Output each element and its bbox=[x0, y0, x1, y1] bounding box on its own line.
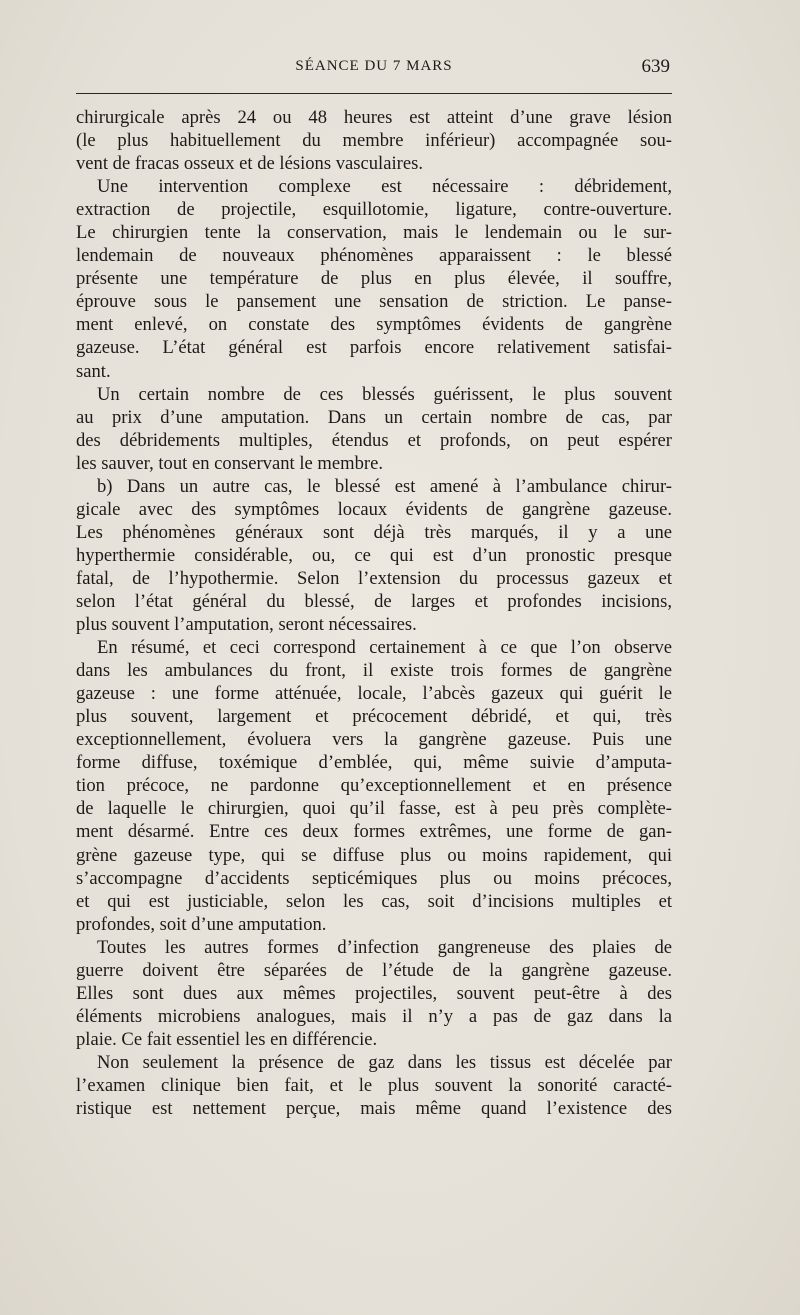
text-line: éléments microbiens analogues, mais il n’y a pas de gaz dans la bbox=[76, 1005, 672, 1027]
text-line: Elles sont dues aux mêmes projectiles, souvent peut-être à des bbox=[76, 982, 672, 1004]
text-line: vent de fracas osseux et de lésions vasculaires. bbox=[76, 153, 423, 175]
text-line: b) Dans un autre cas, le blessé est amené à l’ambulance chirur- bbox=[97, 475, 672, 497]
running-header bbox=[76, 54, 672, 80]
text-line: hyperthermie considérable, ou, ce qui est d’un pronostic presque bbox=[76, 544, 672, 566]
text-line: chirurgicale après 24 ou 48 heures est atteint d’une grave lésion bbox=[76, 107, 672, 128]
text-line: lendemain de nouveaux phénomènes apparaissent : le blessé bbox=[76, 245, 672, 267]
body-text bbox=[76, 106, 672, 1120]
text-line: Toutes les autres formes d’infection gangreneuse des plaies de bbox=[97, 936, 672, 958]
text-line: plus souvent, largement et précocement débridé, et qui, très bbox=[76, 706, 672, 728]
text-line: gazeuse : une forme atténuée, locale, l’abcès gazeux qui guérit le bbox=[76, 683, 672, 705]
text-line: s’accompagne d’accidents septicémiques plus ou moins précoces, bbox=[76, 867, 672, 889]
text-line: grène gazeuse type, qui se diffuse plus ou moins rapidement, qui bbox=[76, 844, 672, 866]
text-line: et qui est justiciable, selon les cas, soit d’incisions multiples et bbox=[76, 890, 672, 912]
text-line: de laquelle le chirurgien, quoi qu’il fasse, est à peu près complète- bbox=[76, 798, 672, 820]
page-number: 639 bbox=[641, 56, 670, 77]
text-line: des débridements multiples, étendus et profonds, on peut espérer bbox=[76, 429, 672, 451]
text-line: gazeuse. L’état général est parfois encore relativement satisfai- bbox=[76, 337, 672, 359]
text-line: fatal, de l’hypothermie. Selon l’extension du processus gazeux et bbox=[76, 567, 672, 589]
text-line: dans les ambulances du front, il existe trois formes de gangrène bbox=[76, 660, 672, 682]
text-line: ment enlevé, on constate des symptômes évidents de gangrène bbox=[76, 314, 672, 336]
text-line: Le chirurgien tente la conservation, mais le lendemain ou le sur- bbox=[76, 222, 672, 244]
text-line: exceptionnellement, évoluera vers la gangrène gazeuse. Puis une bbox=[76, 729, 672, 751]
text-line: éprouve sous le pansement une sensation de striction. Le panse- bbox=[76, 291, 672, 313]
text-line: selon l’état général du blessé, de larges et profondes incisions, bbox=[76, 590, 672, 612]
text-line: Non seulement la présence de gaz dans les tissus est décelée par bbox=[97, 1051, 672, 1073]
text-line: Un certain nombre de ces blessés guérissent, le plus souvent bbox=[97, 383, 672, 405]
text-line: tion précoce, ne pardonne qu’exceptionnellement et en présence bbox=[76, 775, 672, 797]
text-line: Les phénomènes généraux sont déjà très marqués, il y a une bbox=[76, 521, 672, 543]
text-line: les sauver, tout en conservant le membre. bbox=[76, 452, 383, 474]
text-line: extraction de projectile, esquillotomie, ligature, contre-ouverture. bbox=[76, 199, 672, 221]
text-line: profondes, soit d’une amputation. bbox=[76, 913, 327, 935]
text-line: sant. bbox=[76, 360, 111, 382]
text-line: l’examen clinique bien fait, et le plus souvent la sonorité caracté- bbox=[76, 1074, 672, 1096]
running-title: SÉANCE DU 7 MARS bbox=[295, 58, 453, 74]
text-line: plus souvent l’amputation, seront nécessaires. bbox=[76, 614, 417, 636]
text-line: Une intervention complexe est nécessaire : débridement, bbox=[97, 176, 672, 198]
text-line: gicale avec des symptômes locaux évidents de gangrène gazeuse. bbox=[76, 498, 672, 520]
text-line: guerre doivent être séparées de l’étude de la gangrène gazeuse. bbox=[76, 959, 672, 981]
text-line: En résumé, et ceci correspond certainement à ce que l’on observe bbox=[97, 637, 672, 659]
text-line: au prix d’une amputation. Dans un certain nombre de cas, par bbox=[76, 406, 672, 428]
text-line: ment désarmé. Entre ces deux formes extrêmes, une forme de gan- bbox=[76, 821, 672, 843]
text-line: plaie. Ce fait essentiel les en différencie. bbox=[76, 1028, 378, 1050]
text-line: présente une température de plus en plus élevée, il souffre, bbox=[76, 268, 672, 290]
text-line: forme diffuse, toxémique d’emblée, qui, même suivie d’amputa- bbox=[76, 752, 672, 774]
text-line: ristique est nettement perçue, mais même quand l’existence des bbox=[76, 1098, 672, 1120]
header-rule bbox=[76, 93, 672, 94]
text-line: (le plus habituellement du membre inférieur) accompagnée sou- bbox=[76, 130, 672, 152]
